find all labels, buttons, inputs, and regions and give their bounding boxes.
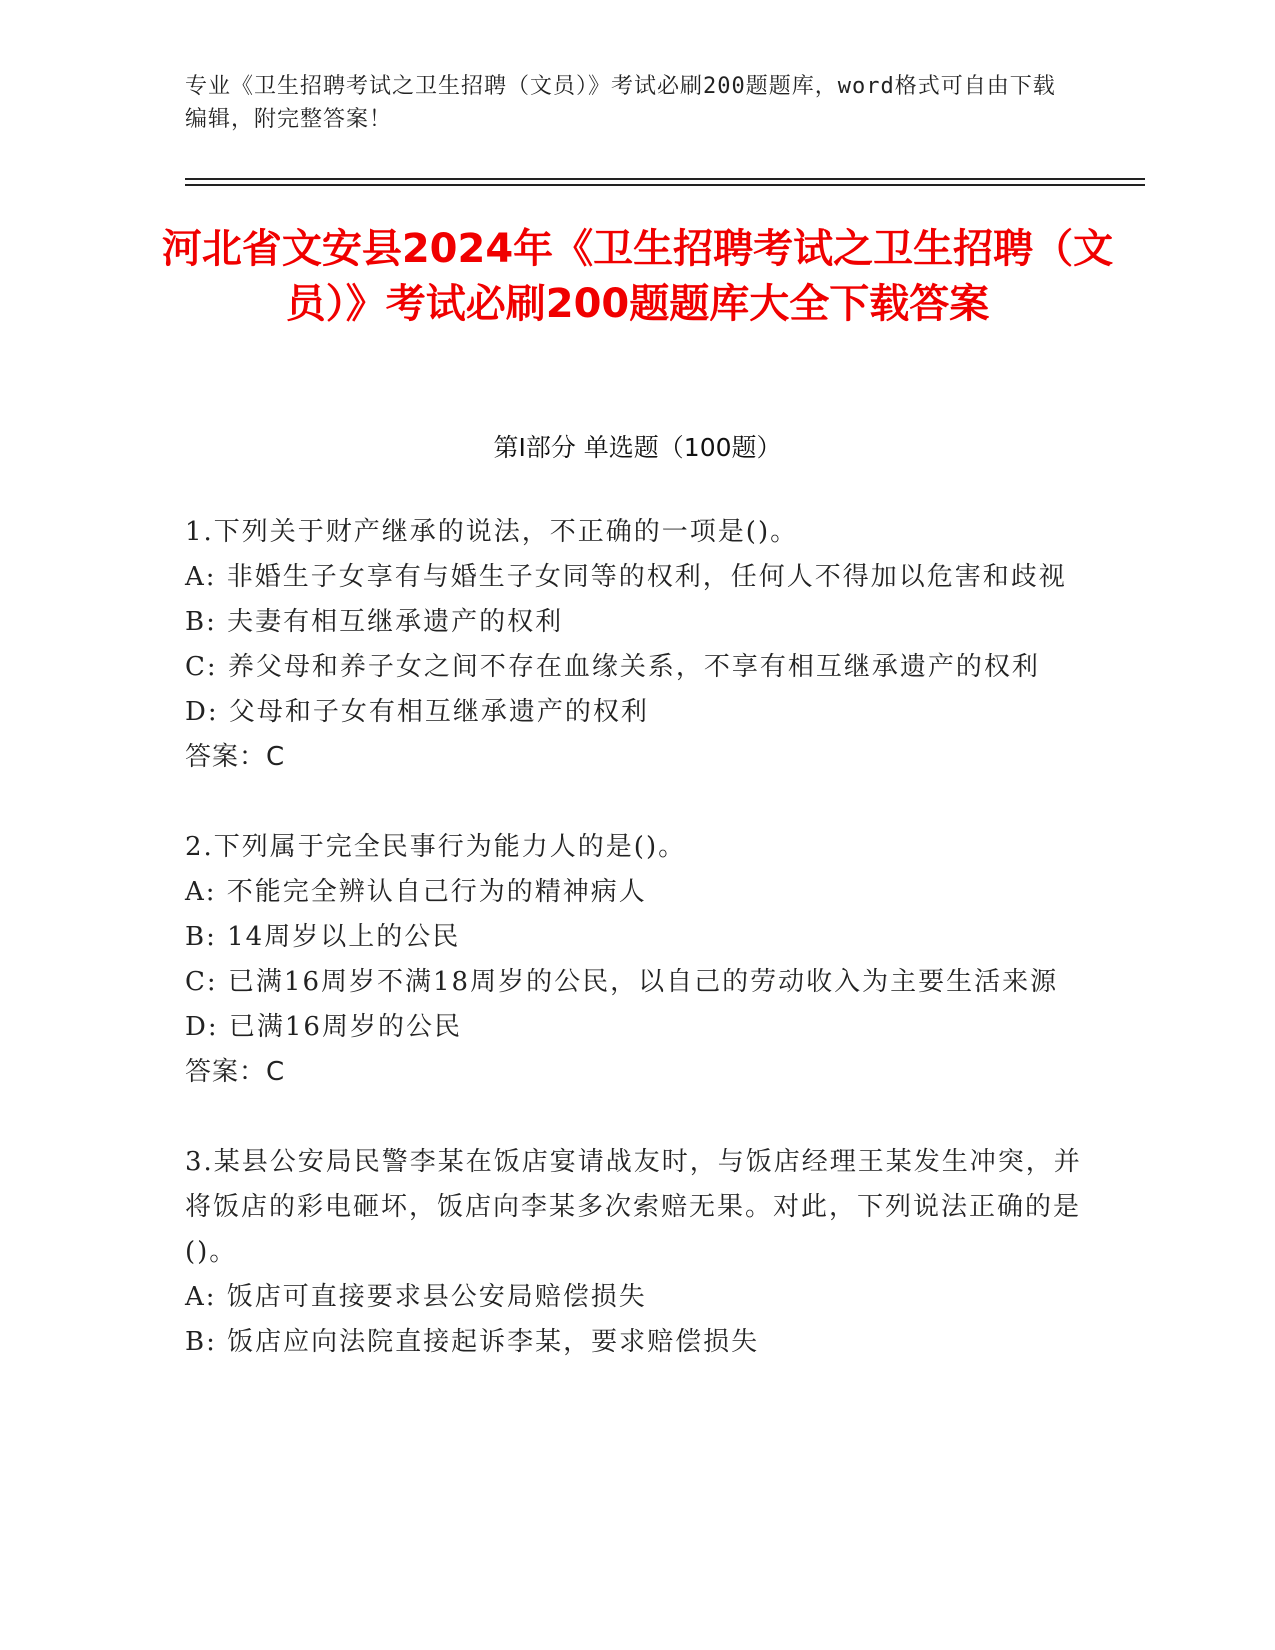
option-a: A: 非婚生子女享有与婚生子女同等的权利，任何人不得加以危害和歧视	[185, 562, 1067, 592]
document-title: 河北省文安县2024年《卫生招聘考试之卫生招聘（文员）》考试必刷200题题库大全下载答案	[161, 226, 1114, 327]
option-b: B: 夫妻有相互继承遗产的权利	[185, 607, 564, 637]
question-3	[185, 1140, 1085, 1365]
option-b: B: 饭店应向法院直接起诉李某，要求赔偿损失	[185, 1327, 760, 1357]
question-stem: 1.下列关于财产继承的说法，不正确的一项是()。	[185, 517, 799, 547]
answer: 答案：C	[185, 1057, 286, 1087]
question-stem: 2.下列属于完全民事行为能力人的是()。	[185, 832, 687, 862]
header-note: 专业《卫生招聘考试之卫生招聘（文员）》考试必刷200题题库，word格式可自由下载编辑，附完整答案！	[185, 74, 1056, 132]
question-1	[185, 510, 1085, 780]
question-stem: 3.某县公安局民警李某在饭店宴请战友时，与饭店经理王某发生冲突，并将饭店的彩电砸坏，饭店向李某多次索赔无果。对此，下列说法正确的是()。	[185, 1147, 1082, 1267]
option-d: D: 已满16周岁的公民	[185, 1012, 462, 1042]
question-2	[185, 825, 1085, 1095]
option-c: C: 已满16周岁不满18周岁的公民，以自己的劳动收入为主要生活来源	[185, 967, 1059, 997]
section-heading: 第I部分 单选题（100题）	[493, 433, 782, 462]
answer: 答案：C	[185, 742, 286, 772]
question-list	[185, 510, 1085, 1410]
option-d: D: 父母和子女有相互继承遗产的权利	[185, 697, 649, 727]
option-a: A: 饭店可直接要求县公安局赔偿损失	[185, 1282, 647, 1312]
option-b: B: 14周岁以上的公民	[185, 922, 461, 952]
option-a: A: 不能完全辨认自己行为的精神病人	[185, 877, 647, 907]
header-divider-top	[185, 178, 1145, 180]
option-c: C: 养父母和养子女之间不存在血缘关系，不享有相互继承遗产的权利	[185, 652, 1040, 682]
header-divider-bottom	[185, 184, 1145, 186]
